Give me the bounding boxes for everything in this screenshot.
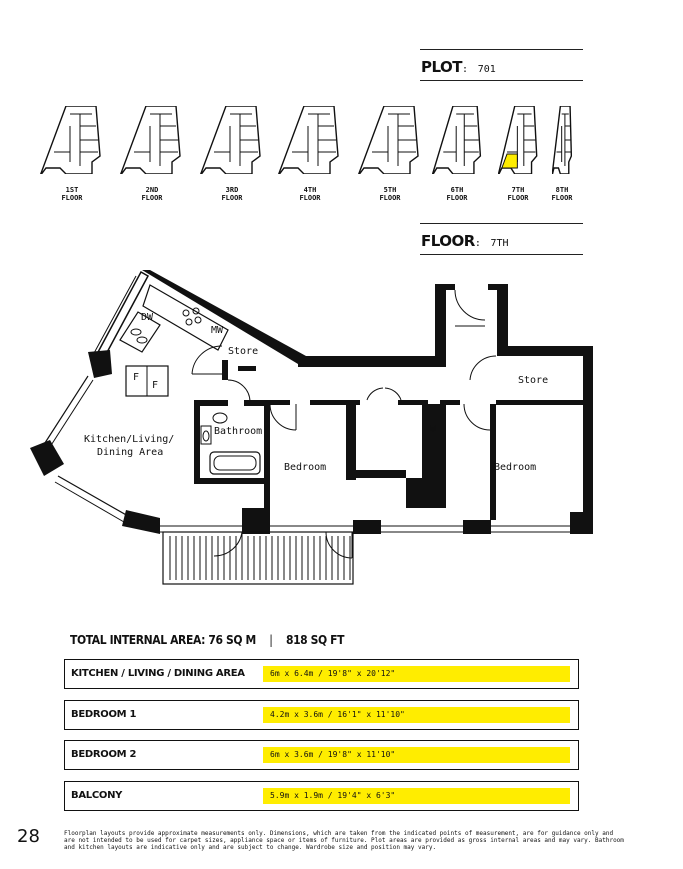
floor-label-number: 4TH (303, 186, 317, 194)
room-row-bedroom1 (64, 700, 579, 730)
disclaimer: Floorplan layouts provide approximate measurements only. Dimensions, which are taken from the indicated points of measurement, are for guidance only and are not intended to be used for carpet sizes, appliance space or items of furniture. Plot areas are provided as gross internal areas and may vary. Bathroom and kitchen layouts are indicative only and are subject to change. Wardrobe size and position may vary. (64, 830, 624, 851)
bathroom-label: Bathroom (214, 426, 263, 437)
room-name: BEDROOM 2 (71, 749, 137, 760)
store-label-2: Store (518, 375, 549, 386)
bedroom1-label: Bedroom (284, 462, 327, 473)
floor-label-number: 3RD (225, 186, 239, 194)
total-area (70, 633, 344, 647)
floor-label-number: 2ND (145, 186, 159, 194)
room-name: KITCHEN / LIVING / DINING AREA (71, 668, 245, 679)
room-dims: 5.9m x 1.9m / 19'4" x 6'3" (263, 788, 570, 804)
floor-label-number: 8TH (555, 186, 569, 194)
total-area-sqft: 818 SQ FT (285, 633, 345, 647)
plot-sep: : (462, 64, 469, 75)
total-divider: | (269, 633, 273, 647)
microwave-label: MW (211, 325, 224, 336)
room-row-bedroom2 (64, 740, 579, 770)
page-number: 28 (17, 826, 40, 847)
wardrobe-label: W (430, 424, 437, 435)
fridge-label-1: F (133, 372, 140, 383)
wall-diagonal (142, 270, 306, 364)
floor-label-word: FLOOR (379, 194, 401, 202)
plot-label: PLOT (421, 58, 463, 76)
floor-label-word: FLOOR (221, 194, 243, 202)
room-name: BALCONY (71, 790, 123, 801)
total-area-sqm: TOTAL INTERNAL AREA: 76 SQ M (70, 633, 256, 647)
room-dims: 4.2m x 3.6m / 16'1" x 11'10" (263, 707, 570, 723)
floor-label-word: FLOOR (61, 194, 83, 202)
store-label-1: Store (228, 346, 259, 357)
kitchen-label-line1: Kitchen/Living/ (84, 434, 175, 445)
floor-label-number: 5TH (383, 186, 397, 194)
floor-label-word: FLOOR (299, 194, 321, 202)
kitchen-label-line2: Dining Area (97, 447, 164, 458)
dishwasher-label: DW (141, 312, 154, 323)
fridge-label-2: F (152, 380, 159, 391)
room-dims: 6m x 6.4m / 19'8" x 20'12" (263, 666, 570, 682)
floor-label-number: 6TH (450, 186, 464, 194)
balcony-decking (170, 536, 350, 580)
floor-value: 7TH (490, 238, 509, 249)
floor-label-word: FLOOR (141, 194, 163, 202)
plot-value: 701 (477, 64, 496, 75)
floor-label-word: FLOOR (446, 194, 468, 202)
floor-label-word: FLOOR (551, 194, 573, 202)
floor-label-number: 7TH (511, 186, 525, 194)
floor-sep: : (474, 238, 481, 249)
floor-label-number: 1ST (65, 186, 79, 194)
room-row-kitchen (64, 659, 579, 689)
room-row-balcony (64, 781, 579, 811)
bedroom2-label: Bedroom (494, 462, 537, 473)
room-name: BEDROOM 1 (71, 709, 137, 720)
floor-label: FLOOR (421, 232, 475, 250)
floor-label-word: FLOOR (507, 194, 529, 202)
room-dims: 6m x 3.6m / 19'8" x 11'10" (263, 747, 570, 763)
